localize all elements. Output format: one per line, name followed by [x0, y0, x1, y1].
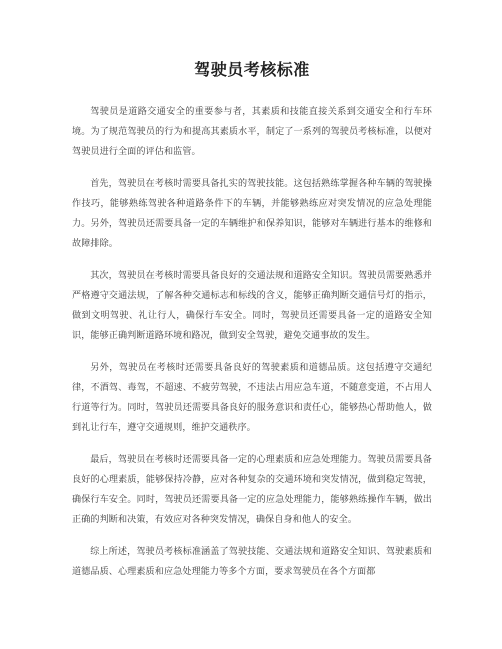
paragraph-summary: 综上所述，驾驶员考核标准涵盖了驾驶技能、交通法规和道路安全知识、驾驶素质和道德品质、心理素质和应急处理能力等多个方面，要求驾驶员在各个方面都: [72, 547, 432, 577]
paragraph-traffic-laws: 其次，驾驶员在考核时需要具备良好的交通法规和道路安全知识。驾驶员需要熟悉并严格遵守交通法规，了解各种交通标志和标线的含义，能够正确判断交通信号灯的指示，做到文明驾驶、礼让行人，确保行车安全。同时，驾驶员还需要具备一定的道路安全知识，能够正确判断道路环境和路况，做到安全驾驶，避免交通事故的发生。: [72, 271, 432, 341]
paragraph-intro: 驾驶员是道路交通安全的重要参与者，其素质和技能直接关系到交通安全和行车环境。为了规范驾驶员的行为和提高其素质水平，制定了一系列的驾驶员考核标准，以便对驾驶员进行全面的评估和监管。: [72, 107, 432, 157]
document-title: 驾驶员考核标准: [194, 60, 310, 79]
paragraph-psychological-quality: 最后，驾驶员在考核时还需要具备一定的心理素质和应急处理能力。驾驶员需要具备良好的心理素质，能够保持冷静，应对各种复杂的交通环境和突发情况，做到稳定驾驶，确保行车安全。同时，驾驶员还需要具备一定的应急处理能力，能够熟练操作车辆，做出正确的判断和决策，有效应对各种突发情况，确保自身和他人的安全。: [72, 455, 432, 525]
paragraph-driving-ethics: 另外，驾驶员在考核时还需要具备良好的驾驶素质和道德品质。这包括遵守交通纪律，不酒驾、毒驾，不超速、不疲劳驾驶，不违法占用应急车道，不随意变道，不占用人行道等行为。同时，驾驶员还需要具备良好的服务意识和责任心，能够热心帮助他人，做到礼让行车，遵守交通规则，维护交通秩序。: [72, 363, 432, 433]
paragraph-driving-skills: 首先，驾驶员在考核时需要具备扎实的驾驶技能。这包括熟练掌握各种车辆的驾驶操作技巧，能够熟练驾驶各种道路条件下的车辆，并能够熟练应对突发情况的应急处理能力。另外，驾驶员还需要具备一定的车辆维护和保养知识，能够对车辆进行基本的维修和故障排除。: [72, 179, 432, 249]
